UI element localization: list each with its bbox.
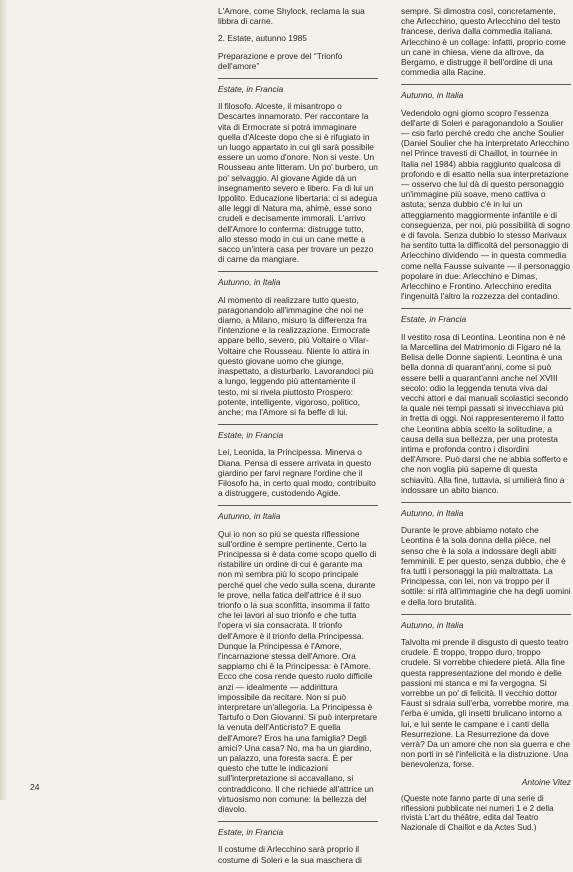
entry-heading: Autunno, in Italia: [401, 507, 464, 518]
divider: [401, 502, 571, 503]
entry-heading: Estate, in Francia: [218, 84, 284, 95]
divider: [401, 308, 571, 309]
entry-text: Talvolta mi prende il disgusto di questo teatro crudele. È troppo, troppo duro, troppo crudele. Si vorrebbe chiedere pietà. Alla fine questa rappresentazione del mondo e delle passioni mi stanca e mi fa vergogna. Si vorrebbe un po' di felicità. Il vecchio dottor Faust si sdraia sull'erba, vorrebbe morire, ma l'erba è umida, gli insetti brulicano intorno a lui, e lui sente le campane e i canti della Resurrezione. La Resurrezione da dove verrà? Da un amore che non sia guerra e che non porti in sé l'infelicità e la distruzione. Una benevolenza, forse.: [401, 636, 570, 770]
page-edge-shadow: [0, 0, 8, 800]
entry-text: Il filosofo. Alceste, il misantropo o Descartes innamorato. Per raccontare la vita di Ermocrate si potrà immaginare quella d'Alceste dopo che si è rifugiato in un luogo appartato in cui gli sarà possibile essere un uomo d'onore. Non si veste. Un Rousseau ante litteram. Un po' burbero, un po' selvaggio. Al giovane Agide dà un insegnamento severo e libero. Fa di lui un Ippolito. Educazione libertaria: ci si adegua alle leggi di Natura ma, ahimè, esse sono crudeli e decisamente immorali. L'arrivo dell'Amore lo conferma: distrugge tutto, allo stesso modo in cui un cane mette a sacco un'intera casa per trovare un pezzo di carne da mangiare.: [218, 101, 378, 265]
entry-text: Durante le prove abbiamo notato che Leontina è la sola donna della pièce, nel senso che è la sola a indossare degli abiti femminili. E per questo, senza dubbio, che è fra tutti i personaggi la più maltrattata. La Principessa, con lei, non va troppo per il sottile: si rifà all'immagine che ha degli uomini e della loro brutalità.: [401, 525, 571, 607]
section-number: 2. Estate, autunno 1985: [218, 33, 307, 44]
footnote: (Queste note fanno parte di una serie di riflessioni pubblicate nei numeri 1 e 2 della rivista L'art du théâtre, edita dal Teatro Nazionale di Chaillot e da Actes Sud.): [401, 793, 554, 833]
divider: [218, 505, 378, 506]
author-signature: Antoine Vitez: [521, 776, 571, 787]
continued-paragraph: sempre. Si dimostra così, concretamente, che Arlecchino, questo Arlecchino del testo francese, deriva dalla commedia italiana. Arlecchino è un collage: infatti, proprio come un cane in chiesa, viene da altrove, da Bergamo, e distrugge il bell'ordine di una commedia alla Racine.: [401, 6, 566, 78]
entry-text: Qui io non so più se questa riflessione sull'ordine è sempre pertinente. Certo la Principessa si è data come scopo quello di ristabilire un ordine di cui è garante ma non mi sembra più lo scopo principale perché quel che vedo sulla scena, durante le prove, nella fatica dell'attrice è il suo trionfo o la sua sconfitta, insomma il fatto che lei lavori al suo trionfo e che tutta l'opera vi sia consacrata. Il trionfo dell'Amore è il trionfo della Principessa. Dunque la Principessa è l'Amore, l'incarnazione stessa dell'Amore. Ora sappiamo chi è la Principessa: è l'Amore. Ecco che cosa rende questo ruolo difficile anzi — idealmente — addirittura impossibile da recitare. Non si può interpretare un'allegoria. La Principessa è Tartufo o Don Giovanni. Si può interpretare la venuta dell'Anticristo? E quella dell'Amore? Eros ha una famiglia? Degli amici? Una casa? No, ma ha un giardino, un palazzo, una foresta sacra. È per questo che tutte le indicazioni sull'interpretazione si accavallano, si contraddicono. Il che richiede all'attrice un virtuosismo non comune: la bellezza del diavolo.: [218, 528, 378, 815]
intro-paragraph: L'Amore, come Shylock, reclama la sua libbra di carne.: [218, 6, 365, 27]
section-title: Preparazione e prove del “Trionfo dell'amore”: [218, 50, 343, 71]
entry-text: Il vestito rosa di Leontina. Leontina non è né la Marcellina del Matrimonio di Figaro né la Belisa delle Donne sapienti. Leontina è una bella donna di quarant'anni, come si può essere belli a quarant'anni anche nel XVIII secolo: odio la leggenda tenuta viva dai vecchi attori e dai manuali scolastici secondo la quale nei tempi passati si invecchiava più in fretta di oggi. Noi rappresenteremo il fatto che Leontina abbia scelto la solitudine, a causa della sua bellezza, per una protesta intima e profonda contro i disordini dell'Amore. Può darsi che ne abbia sofferto e che non voglia più saperne di questa schiavitù. Alla fine, tuttavia, si umilierà fino a indossare un abito bianco.: [401, 331, 569, 495]
divider: [218, 271, 378, 272]
left-column: [218, 6, 378, 872]
entry-text: Il costume di Arlecchino sarà proprio il costume di Soleri e la sua maschera di: [218, 844, 362, 865]
entry-text: Lei, Leonida, la Principessa. Minerva o Diana. Pensa di essere arrivata in questo giardino per farvi regnare l'ordine che il Filosofo ha, in certo qual modo, contribuito a distruggere, custodendo Agide.: [218, 447, 376, 499]
entry-heading: Estate, in Francia: [218, 430, 284, 441]
entry-heading: Estate, in Francia: [218, 827, 284, 838]
entry-heading: Autunno, in Italia: [401, 90, 464, 101]
divider: [401, 614, 571, 615]
divider: [218, 424, 378, 425]
divider: [401, 84, 571, 85]
entry-heading: Estate, in Francia: [401, 314, 467, 325]
entry-text: Vedendolo ogni giorno scopro l'essenza dell'arte di Soleri e paragonandolo a Soulier — cso farlo perché credo che anche Soulier (Daniel Soulier che ha interpretato Arlecchino nel Prince travesti di Chaillot, in tournée in Italia nel 1984) abbia raggiunto qualcosa di profondo e di esatto nella sua interpretazione — osservo che lui dà di questo personaggio un'immagine più soave, meno cattiva o astuta; senza dubbio c'è in lui un atteggiamento maggiormente infantile e di conseguenza, per noi, più possibilità di sogno e di favola. Senza dubbio lo stesso Marivaux ha sentito tutta la difficoltà del personaggio di Arlecchino dividendo — in questa commedia come nella Fausse suivante — il personaggio popolare in due: Arlecchino e Dimas, Arlecchino e Frontino. Arlecchino eredita l'ingenuità l'altro la rozzezza del contadino.: [401, 107, 571, 302]
page-number: 24: [30, 782, 40, 792]
entry-heading: Autunno, in Italia: [218, 277, 281, 288]
right-column: [401, 6, 571, 840]
entry-text: Al momento di realizzare tutto questo, paragonandolo all'immagine che noi ne diamo, a Milano, misuro la differenza fra l'intenzione e la realizzazione. Ermocrate appare bello, severo, più Voltaire o Vilar-Voltaire che Rousseau. Niente lo attira in questo giovane uomo che giunge, inaspettato, a disturbarlo. Lavorandoci più a lungo, leggendo più attentamente il testo, mi si rivela piuttosto Prospero: potente, intelligente, vigoroso, politico, anche; ma l'Amore si fa beffe di lui.: [218, 294, 374, 417]
divider: [218, 78, 378, 79]
divider: [218, 821, 378, 822]
entry-heading: Autunno, in Italia: [218, 511, 281, 522]
entry-heading: Autunno, in Italia: [401, 619, 464, 630]
